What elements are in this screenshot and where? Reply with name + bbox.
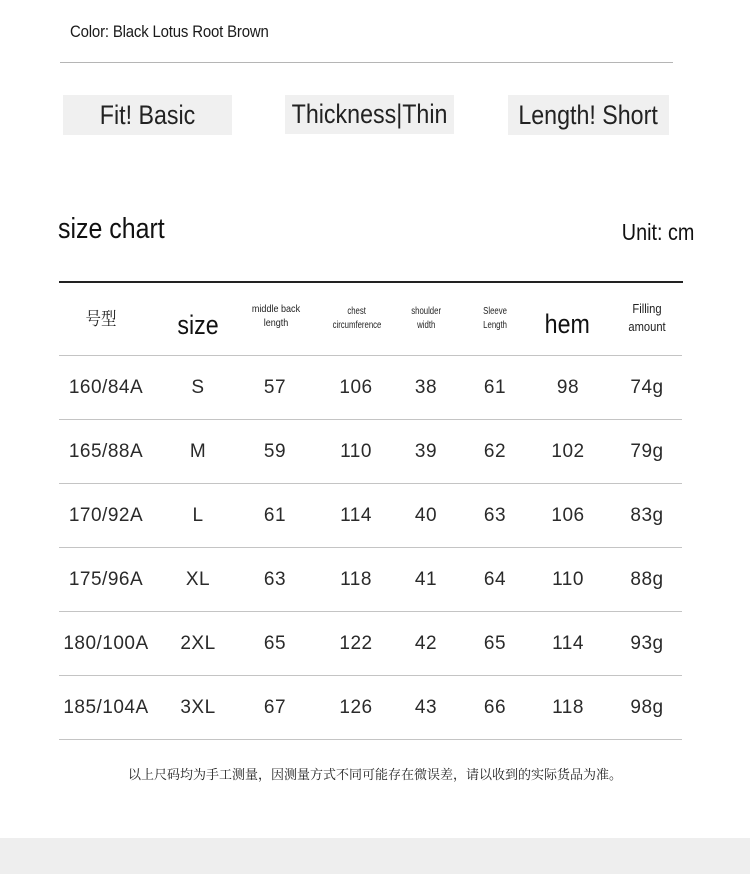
cell-hem: 118 xyxy=(552,696,584,718)
cell-size: 2XL xyxy=(180,632,216,654)
cell-model: 165/88A xyxy=(68,440,144,462)
unit-label: Unit: cm xyxy=(621,219,694,245)
cell-shoulder: 41 xyxy=(414,568,438,590)
header-chest-line2: circumference xyxy=(332,319,382,331)
cell-shoulder: 38 xyxy=(414,376,438,398)
cell-size: S xyxy=(191,376,205,398)
cell-back: 67 xyxy=(263,696,287,718)
cell-shoulder: 42 xyxy=(414,632,438,654)
cell-hem: 98 xyxy=(556,376,580,398)
header-sleeve-line1: Sleeve xyxy=(483,304,507,317)
header-filling-amount: Filling amount xyxy=(628,301,666,334)
cell-back: 63 xyxy=(263,568,287,590)
cell-model: 175/96A xyxy=(68,568,144,590)
cell-back: 61 xyxy=(263,504,287,526)
cell-chest: 126 xyxy=(339,696,373,718)
cell-size: XL xyxy=(185,568,211,590)
header-chest-circumference xyxy=(315,282,399,354)
header-shoulder-line2: width xyxy=(416,319,436,331)
thickness-tag xyxy=(285,95,454,134)
cell-model: 185/104A xyxy=(63,696,149,718)
cell-sleeve: 63 xyxy=(483,504,507,526)
fit-tag xyxy=(63,95,232,135)
cell-model: 170/92A xyxy=(68,504,144,526)
header-sleeve-length xyxy=(467,282,523,354)
cell-hem: 106 xyxy=(551,504,585,526)
cell-chest: 106 xyxy=(339,376,373,398)
fit-tag-label: Fit! Basic xyxy=(99,99,196,130)
cell-shoulder: 39 xyxy=(414,440,438,462)
cell-sleeve: 61 xyxy=(483,376,507,398)
header-middle-back-length: middle back length xyxy=(251,302,301,329)
cell-back: 59 xyxy=(263,440,287,462)
cell-sleeve: 64 xyxy=(483,568,507,590)
cell-size: M xyxy=(189,440,207,462)
table-header xyxy=(59,283,682,355)
top-divider xyxy=(60,62,673,63)
table-row xyxy=(59,419,682,483)
cell-shoulder: 43 xyxy=(414,696,438,718)
cell-filling: 88g xyxy=(630,568,664,590)
cell-size: L xyxy=(192,504,204,526)
cell-back: 57 xyxy=(263,376,287,398)
length-tag xyxy=(508,95,669,135)
color-label: Color: Black Lotus Root Brown xyxy=(70,22,269,41)
table-row xyxy=(59,355,682,419)
header-shoulder-line1: shoulder xyxy=(411,304,441,317)
cell-filling: 98g xyxy=(630,696,664,718)
cell-filling: 83g xyxy=(630,504,664,526)
cell-chest: 122 xyxy=(339,632,373,654)
cell-chest: 118 xyxy=(340,568,372,590)
cell-chest: 110 xyxy=(340,440,372,462)
cell-hem: 102 xyxy=(551,440,585,462)
header-chest-line1: chest xyxy=(347,304,367,317)
size-chart-title: size chart xyxy=(58,213,165,245)
header-model: 号型 xyxy=(85,308,117,329)
cell-chest: 114 xyxy=(340,504,372,526)
cell-shoulder: 40 xyxy=(414,504,438,526)
table-row xyxy=(59,547,682,611)
cell-hem: 114 xyxy=(552,632,584,654)
table-row xyxy=(59,675,682,740)
header-size: size xyxy=(177,309,219,340)
measurement-note: 以上尺码均为手工测量，因测量方式不同可能存在微误差，请以收到的实际货品为准。 xyxy=(127,767,622,782)
bottom-band xyxy=(0,838,750,874)
thickness-tag-label: Thickness|Thin xyxy=(291,99,448,129)
cell-size: 3XL xyxy=(180,696,216,718)
cell-sleeve: 65 xyxy=(483,632,507,654)
table-row xyxy=(59,611,682,675)
header-shoulder-width xyxy=(398,282,454,354)
cell-filling: 93g xyxy=(630,632,664,654)
cell-model: 160/84A xyxy=(68,376,144,398)
cell-back: 65 xyxy=(263,632,287,654)
header-hem: hem xyxy=(544,308,590,339)
cell-hem: 110 xyxy=(552,568,584,590)
cell-sleeve: 66 xyxy=(483,696,507,718)
cell-filling: 79g xyxy=(630,440,664,462)
cell-filling: 74g xyxy=(630,376,664,398)
cell-sleeve: 62 xyxy=(483,440,507,462)
table-row xyxy=(59,483,682,547)
header-sleeve-line2: Length xyxy=(483,319,507,331)
length-tag-label: Length! Short xyxy=(518,99,659,130)
cell-model: 180/100A xyxy=(63,632,149,654)
